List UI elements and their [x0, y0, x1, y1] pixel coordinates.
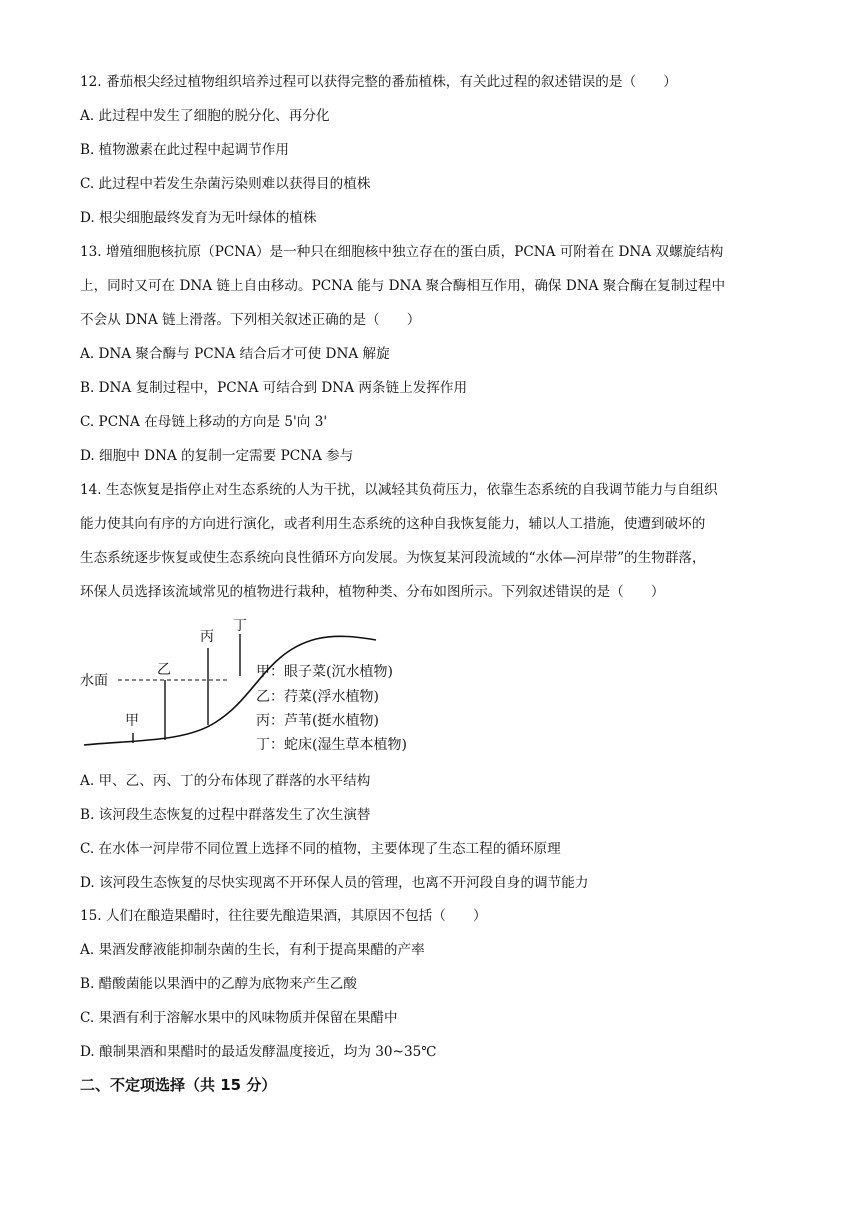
legend-ding: 丁：蛇床(湿生草本植物) [256, 737, 407, 753]
q15-option-d: D. 酿制果酒和果醋时的最适发酵温度接近，均为 30~35℃ [80, 1044, 437, 1060]
q13-option-c: C. PCNA 在母链上移动的方向是 5'向 3' [80, 414, 328, 430]
q14-option-a: A. 甲、乙、丙、丁的分布体现了群落的水平结构 [80, 773, 371, 789]
q14-stem-line-1: 14. 生态恢复是指停止对生态系统的人为干扰，以减轻其负荷压力，依靠生态系统的自我调节能力与自组织 [80, 482, 718, 498]
plant-bing-label: 丙 [200, 629, 214, 645]
legend-bing: 丙：芦苇(挺水植物) [256, 713, 379, 729]
q15-option-c: C. 果酒有利于溶解水果中的风味物质并保留在果醋中 [80, 1010, 398, 1026]
q15-option-b: B. 醋酸菌能以果酒中的乙醇为底物来产生乙酸 [80, 976, 357, 992]
q12-option-d: D. 根尖细胞最终发育为无叶绿体的植株 [80, 210, 317, 226]
legend-yi: 乙：荇菜(浮水植物) [256, 689, 379, 705]
q14-option-b: B. 该河段生态恢复的过程中群落发生了次生演替 [80, 807, 371, 823]
riverbank-plant-diagram [76, 612, 436, 762]
legend-jia: 甲：眼子菜(沉水植物) [256, 664, 393, 680]
q15-option-a: A. 果酒发酵液能抑制杂菌的生长，有利于提高果醋的产率 [80, 942, 425, 958]
plant-ding-label: 丁 [233, 618, 247, 634]
q13-option-a: A. DNA 聚合酶与 PCNA 结合后才可使 DNA 解旋 [80, 346, 390, 362]
q12-option-c: C. 此过程中若发生杂菌污染则难以获得目的植株 [80, 176, 371, 192]
q15-stem: 15. 人们在酿造果醋时，往往要先酿造果酒，其原因不包括（ ） [80, 908, 487, 924]
q13-option-d: D. 细胞中 DNA 的复制一定需要 PCNA 参与 [80, 448, 354, 464]
q13-stem-line-3: 不会从 DNA 链上滑落。下列相关叙述正确的是（ ） [80, 312, 421, 328]
q14-option-c: C. 在水体一河岸带不同位置上选择不同的植物，主要体现了生态工程的循环原理 [80, 841, 561, 857]
q14-stem-line-2: 能力使其向有序的方向进行演化，或者利用生态系统的这种自我恢复能力，辅以人工措施，使遭到破坏的 [80, 516, 706, 532]
water-surface-label: 水面 [80, 673, 108, 689]
plant-jia-label: 甲 [125, 713, 139, 729]
q14-stem-line-3: 生态系统逐步恢复或使生态系统向良性循环方向发展。为恢复某河段流域的“水体—河岸带”的生物群落， [80, 550, 706, 566]
q13-option-b: B. DNA 复制过程中，PCNA 可结合到 DNA 两条链上发挥作用 [80, 380, 468, 396]
plant-yi-label: 乙 [157, 662, 171, 678]
q14-option-d: D. 该河段生态恢复的尽快实现离不开环保人员的管理，也离不开河段自身的调节能力 [80, 875, 589, 891]
q14-stem-line-4: 环保人员选择该流域常见的植物进行栽种，植物种类、分布如图所示。下列叙述错误的是（ ） [80, 584, 665, 600]
q12-option-b: B. 植物激素在此过程中起调节作用 [80, 142, 289, 158]
q12-option-a: A. 此过程中发生了细胞的脱分化、再分化 [80, 108, 330, 124]
section-two-title: 二、不定项选择（共 15 分） [80, 1076, 277, 1094]
q12-stem: 12. 番茄根尖经过植物组织培养过程可以获得完整的番茄植株，有关此过程的叙述错误的是（ ） [80, 74, 677, 90]
q13-stem-line-1: 13. 增殖细胞核抗原（PCNA）是一种只在细胞核中独立存在的蛋白质，PCNA 可附着在 DNA 双螺旋结构 [80, 244, 724, 260]
q13-stem-line-2: 上，同时又可在 DNA 链上自由移动。PCNA 能与 DNA 聚合酶相互作用，确保 DNA 聚合酶在复制过程中 [80, 278, 726, 294]
